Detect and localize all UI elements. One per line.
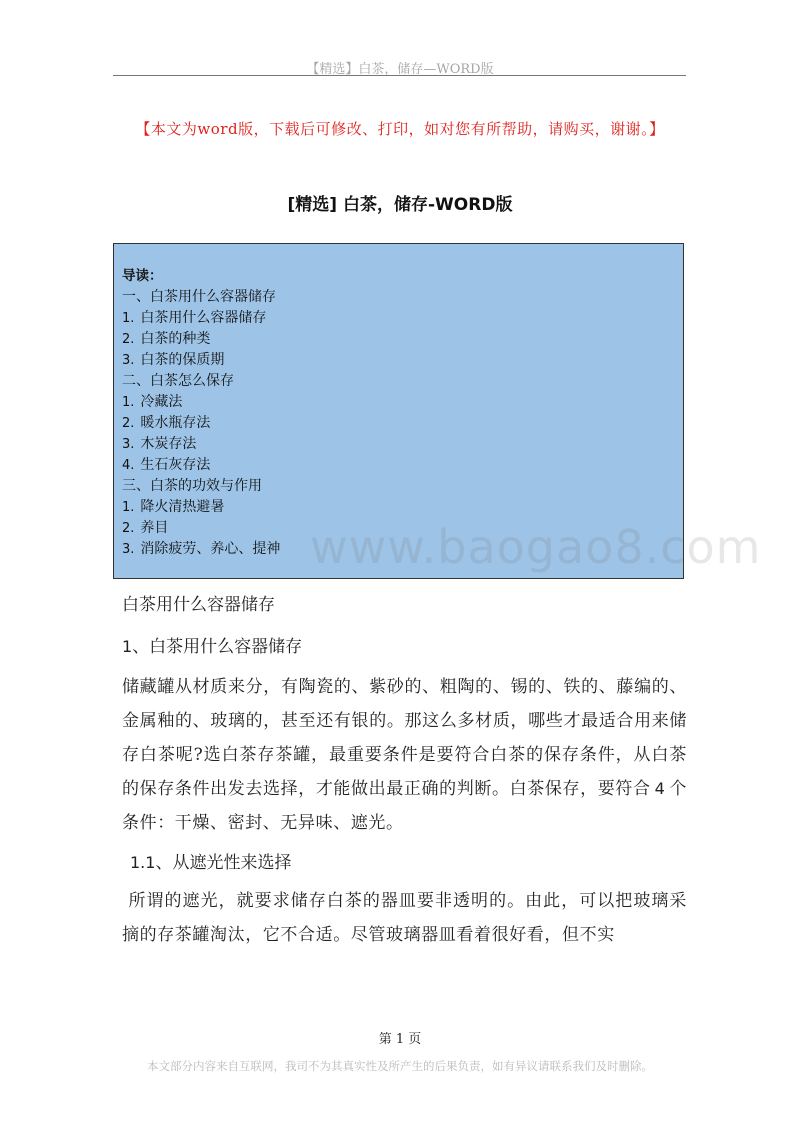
toc-item-text: 降火清热避暑 xyxy=(140,499,225,515)
toc-title: 导读： xyxy=(122,268,163,284)
toc-item-number: 1. xyxy=(122,311,135,326)
sub-heading-number: 1 xyxy=(122,637,133,656)
footer-disclaimer: 本文部分内容来自互联网，我司不为其真实性及所产生的后果负责，如有异议请联系我们及时删除。 xyxy=(147,1059,653,1073)
paragraph-part: 储藏罐从材质来分，有陶瓷的、紫砂的、粗陶的、锡的、铁的、藤编的、金属釉的、玻璃的，甚至还有银的。那这么多材质，哪些才最适合用来储存白茶呢?选白茶存茶罐，最重要条件是要符合白茶的保存条件，从白茶的保存条件出发去选择，才能做出最正确的判断。白茶保存，要符合 xyxy=(122,677,687,799)
header-divider xyxy=(113,75,686,76)
toc-item xyxy=(122,371,683,392)
document-body xyxy=(122,588,687,952)
toc-item-text: 养目 xyxy=(140,520,169,536)
toc-item-number: 3. xyxy=(122,437,135,452)
toc-item-number: 1. xyxy=(122,395,135,410)
subsub-heading-text: 、从遮光性来选择 xyxy=(155,853,292,873)
toc-item-number: 4. xyxy=(122,458,135,473)
toc-item-text: 消除疲劳、养心、提神 xyxy=(140,541,281,557)
paragraph-part: 个条件：干燥、密封、无异味、遮光。 xyxy=(122,779,687,833)
paragraph xyxy=(122,670,687,840)
toc-item-text: 白茶的保质期 xyxy=(140,352,225,368)
toc-item xyxy=(122,329,683,350)
toc-item xyxy=(122,350,683,371)
paragraph-text: 所谓的遮光，就要求储存白茶的器皿要非透明的。由此，可以把玻璃采摘的存茶罐淘汰，它不合适。尽管玻璃器皿看着很好看，但不实 xyxy=(122,891,687,945)
toc-item-number: 2. xyxy=(122,416,135,431)
toc-item-number: 2. xyxy=(122,521,135,536)
subsub-heading xyxy=(130,846,687,880)
toc-item-number: 1. xyxy=(122,500,135,515)
subsub-heading-number: 1.1 xyxy=(130,853,156,872)
page-number: 第 1 页 xyxy=(378,1032,422,1047)
toc-item-text: 生石灰存法 xyxy=(140,457,211,473)
sub-heading xyxy=(122,630,687,664)
sub-heading-text: 、白茶用什么容器储存 xyxy=(132,637,303,657)
toc-item-text: 冷藏法 xyxy=(140,394,183,410)
toc-item-text: 木炭存法 xyxy=(140,436,197,452)
purchase-notice: 【本文为word版，下载后可修改、打印，如对您有所帮助，请购买，谢谢。】 xyxy=(135,120,665,138)
toc-item-text: 白茶用什么容器储存 xyxy=(140,310,267,326)
toc-item xyxy=(122,497,683,518)
toc-item-text: 三、白茶的功效与作用 xyxy=(122,478,262,494)
paragraph-number: 4 xyxy=(654,779,666,798)
toc-item xyxy=(122,434,683,455)
toc-item xyxy=(122,413,683,434)
toc-item xyxy=(122,287,683,308)
toc-item-text: 一、白茶用什么容器储存 xyxy=(122,289,276,305)
toc-item xyxy=(122,308,683,329)
toc-item xyxy=(122,392,683,413)
toc-item xyxy=(122,455,683,476)
toc-item-text: 暖水瓶存法 xyxy=(140,415,211,431)
toc-item-number: 3. xyxy=(122,353,135,368)
paragraph xyxy=(122,884,687,952)
watermark: www.baogao8.com xyxy=(310,520,762,574)
toc-item xyxy=(122,476,683,497)
section-heading: 白茶用什么容器储存 xyxy=(122,595,275,615)
toc-item-text: 白茶的种类 xyxy=(140,331,211,347)
page-header: 【精选】白茶，储存—WORD版 xyxy=(306,62,494,77)
toc-item-number: 2. xyxy=(122,332,135,347)
document-title: [精选] 白茶，储存-WORD版 xyxy=(287,195,513,215)
toc-item-number: 3. xyxy=(122,542,135,557)
toc-item-text: 二、白茶怎么保存 xyxy=(122,373,234,389)
